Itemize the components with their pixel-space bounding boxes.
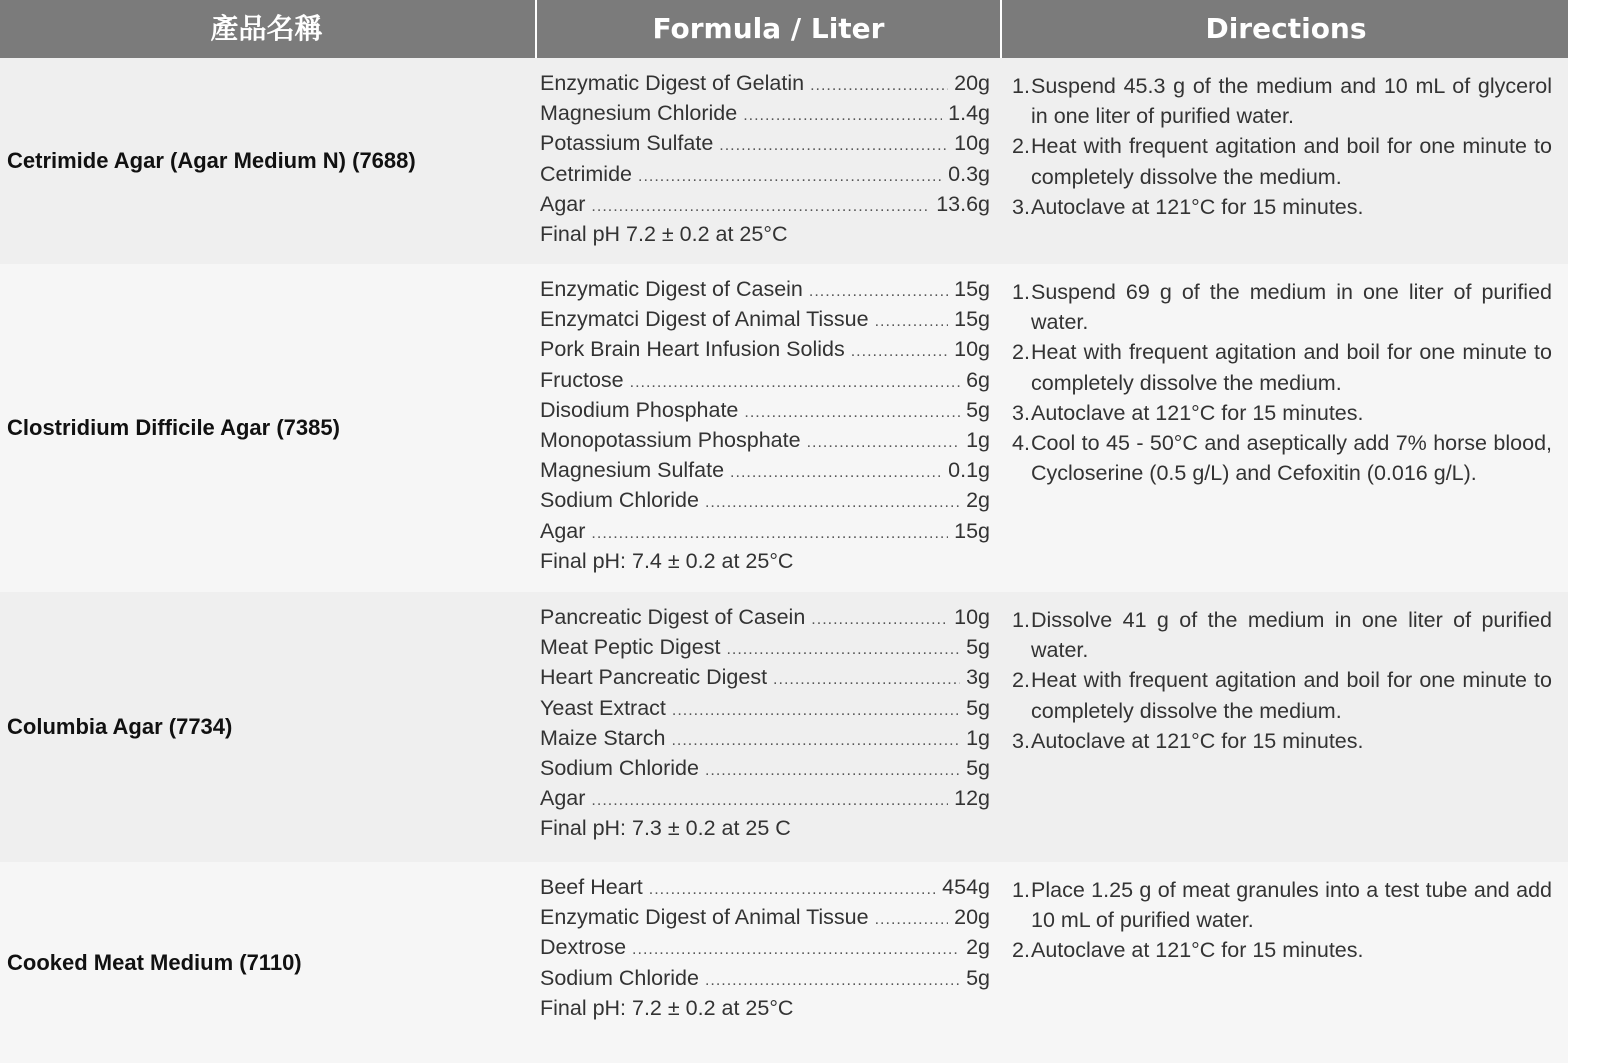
product-name: Cetrimide Agar (Agar Medium N) (7688) xyxy=(7,148,416,173)
ingredient-amount: 5g xyxy=(966,755,990,780)
leader-dots xyxy=(632,941,960,959)
step-text: Heat with frequent agitation and boil for one minute to completely dissolve the medium. xyxy=(1031,668,1552,723)
ingredient-name: Dextrose xyxy=(540,935,627,960)
leader-dots xyxy=(591,792,948,810)
final-ph: Final pH: 7.4 ± 0.2 at 25°C xyxy=(540,548,794,573)
ingredient-name: Enzymatci Digest of Animal Tissue xyxy=(540,307,869,332)
leader-dots xyxy=(810,77,948,95)
formula-item xyxy=(540,635,990,665)
formula-item xyxy=(540,101,990,131)
ingredient-name: Pancreatic Digest of Casein xyxy=(540,605,806,629)
formula-item xyxy=(540,131,990,161)
direction-step xyxy=(1012,398,1552,428)
leader-dots xyxy=(672,702,960,720)
step-text: Place 1.25 g of meat granules into a test tube and add 10 mL of purified water. xyxy=(1031,878,1552,933)
leader-dots xyxy=(773,671,960,689)
formula-item xyxy=(540,368,990,398)
ingredient-name: Magnesium Chloride xyxy=(540,101,738,126)
leader-dots xyxy=(726,641,960,659)
formula-item xyxy=(540,307,990,337)
leader-dots xyxy=(875,911,949,929)
final-ph: Final pH: 7.3 ± 0.2 at 25 C xyxy=(540,816,791,841)
ingredient-name: Yeast Extract xyxy=(540,695,666,720)
ingredient-name: Enzymatic Digest of Gelatin xyxy=(540,71,805,95)
ingredient-amount: 10g xyxy=(954,131,990,156)
ingredient-amount: 0.3g xyxy=(948,161,990,186)
ingredient-amount: 6g xyxy=(966,367,990,392)
formula-item xyxy=(540,458,990,488)
step-number: 1. xyxy=(1012,74,1030,98)
step-number: 4. xyxy=(1012,431,1030,456)
direction-step xyxy=(1012,428,1552,488)
leader-dots xyxy=(705,972,960,990)
ingredient-name: Sodium Chloride xyxy=(540,755,699,780)
step-text: Autoclave at 121°C for 15 minutes. xyxy=(1031,938,1364,963)
ingredient-amount: 2g xyxy=(966,488,990,513)
product-name: Cooked Meat Medium (7110) xyxy=(7,949,302,975)
step-number: 2. xyxy=(1012,668,1030,693)
table-row xyxy=(0,264,1568,592)
leader-dots xyxy=(811,611,948,629)
final-ph: Final pH 7.2 ± 0.2 at 25°C xyxy=(540,221,788,246)
ingredient-name: Fructose xyxy=(540,367,624,392)
directions-list xyxy=(1012,277,1552,488)
leader-dots xyxy=(744,404,960,422)
leader-dots xyxy=(705,762,960,780)
leader-dots xyxy=(591,198,930,216)
formula-item xyxy=(540,966,990,996)
ingredient-amount: 5g xyxy=(966,397,990,422)
product-name: Columbia Agar (7734) xyxy=(7,714,233,739)
formula-item xyxy=(540,605,990,635)
step-text: Suspend 45.3 g of the medium and 10 mL of glycerol in one liter of purified water. xyxy=(1031,74,1552,129)
formula-item xyxy=(540,786,990,816)
directions-list xyxy=(1012,605,1552,756)
formula-item xyxy=(540,905,990,935)
leader-dots xyxy=(875,313,949,331)
formula-item xyxy=(540,875,990,905)
step-text: Autoclave at 121°C for 15 minutes. xyxy=(1031,728,1364,753)
ingredient-name: Heart Pancreatic Digest xyxy=(540,665,768,690)
step-number: 2. xyxy=(1012,938,1030,963)
direction-step xyxy=(1012,875,1552,935)
step-text: Heat with frequent agitation and boil for one minute to completely dissolve the medium. xyxy=(1031,134,1552,189)
direction-step xyxy=(1012,277,1552,337)
ingredient-amount: 1.4g xyxy=(948,101,990,126)
table-row xyxy=(0,592,1568,862)
leader-dots xyxy=(705,494,960,512)
step-text: Heat with frequent agitation and boil for one minute to completely dissolve the medium. xyxy=(1031,340,1552,395)
formula-item xyxy=(540,277,990,307)
ingredient-name: Meat Peptic Digest xyxy=(540,635,721,660)
formula-item xyxy=(540,756,990,786)
ingredient-name: Pork Brain Heart Infusion Solids xyxy=(540,337,845,362)
direction-step xyxy=(1012,935,1552,965)
formula-item xyxy=(540,726,990,756)
direction-step xyxy=(1012,665,1552,725)
formula-item xyxy=(540,398,990,428)
ingredient-name: Sodium Chloride xyxy=(540,488,699,513)
ingredient-amount: 12g xyxy=(954,786,990,811)
ingredient-name: Monopotassium Phosphate xyxy=(540,427,801,452)
step-number: 2. xyxy=(1012,134,1030,159)
formula-item xyxy=(540,935,990,965)
step-number: 3. xyxy=(1012,400,1030,425)
table-row xyxy=(0,58,1568,264)
leader-dots xyxy=(743,107,942,125)
ingredient-name: Agar xyxy=(540,786,586,811)
ingredient-name: Cetrimide xyxy=(540,161,632,186)
ingredient-name: Disodium Phosphate xyxy=(540,397,739,422)
leader-dots xyxy=(638,168,942,186)
formula-item xyxy=(540,192,990,222)
leader-dots xyxy=(807,434,961,452)
ingredient-amount: 3g xyxy=(966,665,990,690)
header-directions: Directions xyxy=(1000,0,1570,58)
ingredient-name: Beef Heart xyxy=(540,875,643,899)
final-ph: Final pH: 7.2 ± 0.2 at 25°C xyxy=(540,995,794,1020)
header-product-name: 產品名稱 xyxy=(210,12,323,45)
leader-dots xyxy=(851,343,948,361)
ingredient-amount: 5g xyxy=(966,695,990,720)
ingredient-amount: 15g xyxy=(954,518,990,543)
direction-step xyxy=(1012,192,1552,222)
step-text: Autoclave at 121°C for 15 minutes. xyxy=(1031,194,1364,219)
formula-item xyxy=(540,428,990,458)
formula-list xyxy=(540,605,990,847)
step-text: Dissolve 41 g of the medium in one liter of purified water. xyxy=(1031,608,1552,663)
direction-step xyxy=(1012,726,1552,756)
ingredient-amount: 20g xyxy=(954,905,990,930)
ingredient-amount: 10g xyxy=(954,605,990,629)
table-row xyxy=(0,862,1568,1063)
formula-item xyxy=(540,162,990,192)
step-number: 1. xyxy=(1012,280,1030,304)
direction-step xyxy=(1012,605,1552,665)
step-number: 3. xyxy=(1012,194,1030,219)
step-number: 1. xyxy=(1012,878,1030,902)
ingredient-amount: 15g xyxy=(954,307,990,332)
step-text: Cool to 45 - 50°C and aseptically add 7% horse blood, Cycloserine (0.5 g/L) and Cefoxitin (0.016 g/L). xyxy=(1031,431,1552,486)
direction-step xyxy=(1012,71,1552,131)
formula-item xyxy=(540,337,990,367)
ingredient-amount: 5g xyxy=(966,635,990,660)
leader-dots xyxy=(719,137,948,155)
formula-item xyxy=(540,665,990,695)
directions-list xyxy=(1012,875,1552,966)
header-formula: Formula / Liter xyxy=(535,0,1000,58)
ingredient-name: Sodium Chloride xyxy=(540,965,699,990)
product-name: Clostridium Difficile Agar (7385) xyxy=(7,415,340,440)
ingredient-amount: 2g xyxy=(966,935,990,960)
step-number: 2. xyxy=(1012,340,1030,365)
step-number: 1. xyxy=(1012,608,1030,632)
ingredient-amount: 20g xyxy=(954,71,990,95)
table-header xyxy=(0,0,1568,58)
direction-step xyxy=(1012,337,1552,397)
ingredient-name: Enzymatic Digest of Casein xyxy=(540,277,803,301)
ingredient-name: Maize Starch xyxy=(540,725,666,750)
formula-item xyxy=(540,519,990,549)
ingredient-amount: 1g xyxy=(966,725,990,750)
formula-list xyxy=(540,71,990,252)
formula-item xyxy=(540,71,990,101)
ingredient-name: Agar xyxy=(540,191,586,216)
formula-item xyxy=(540,696,990,726)
leader-dots xyxy=(630,374,960,392)
leader-dots xyxy=(809,283,948,301)
ingredient-amount: 10g xyxy=(954,337,990,362)
leader-dots xyxy=(671,732,960,750)
ingredient-name: Magnesium Sulfate xyxy=(540,458,725,483)
directions-list xyxy=(1012,71,1552,222)
ingredient-name: Enzymatic Digest of Animal Tissue xyxy=(540,905,869,930)
ingredient-amount: 5g xyxy=(966,965,990,990)
ingredient-amount: 13.6g xyxy=(936,191,990,216)
step-number: 3. xyxy=(1012,728,1030,753)
formula-list xyxy=(540,875,990,1026)
ingredient-amount: 454g xyxy=(942,875,990,899)
ingredient-amount: 1g xyxy=(966,427,990,452)
leader-dots xyxy=(730,464,942,482)
ingredient-name: Potassium Sulfate xyxy=(540,131,714,156)
ingredient-name: Agar xyxy=(540,518,586,543)
leader-dots xyxy=(591,525,948,543)
step-text: Autoclave at 121°C for 15 minutes. xyxy=(1031,400,1364,425)
ingredient-amount: 15g xyxy=(954,277,990,301)
leader-dots xyxy=(649,881,936,899)
formula-list xyxy=(540,277,990,579)
direction-step xyxy=(1012,131,1552,191)
step-text: Suspend 69 g of the medium in one liter of purified water. xyxy=(1031,280,1552,335)
ingredient-amount: 0.1g xyxy=(948,458,990,483)
formula-item xyxy=(540,488,990,518)
